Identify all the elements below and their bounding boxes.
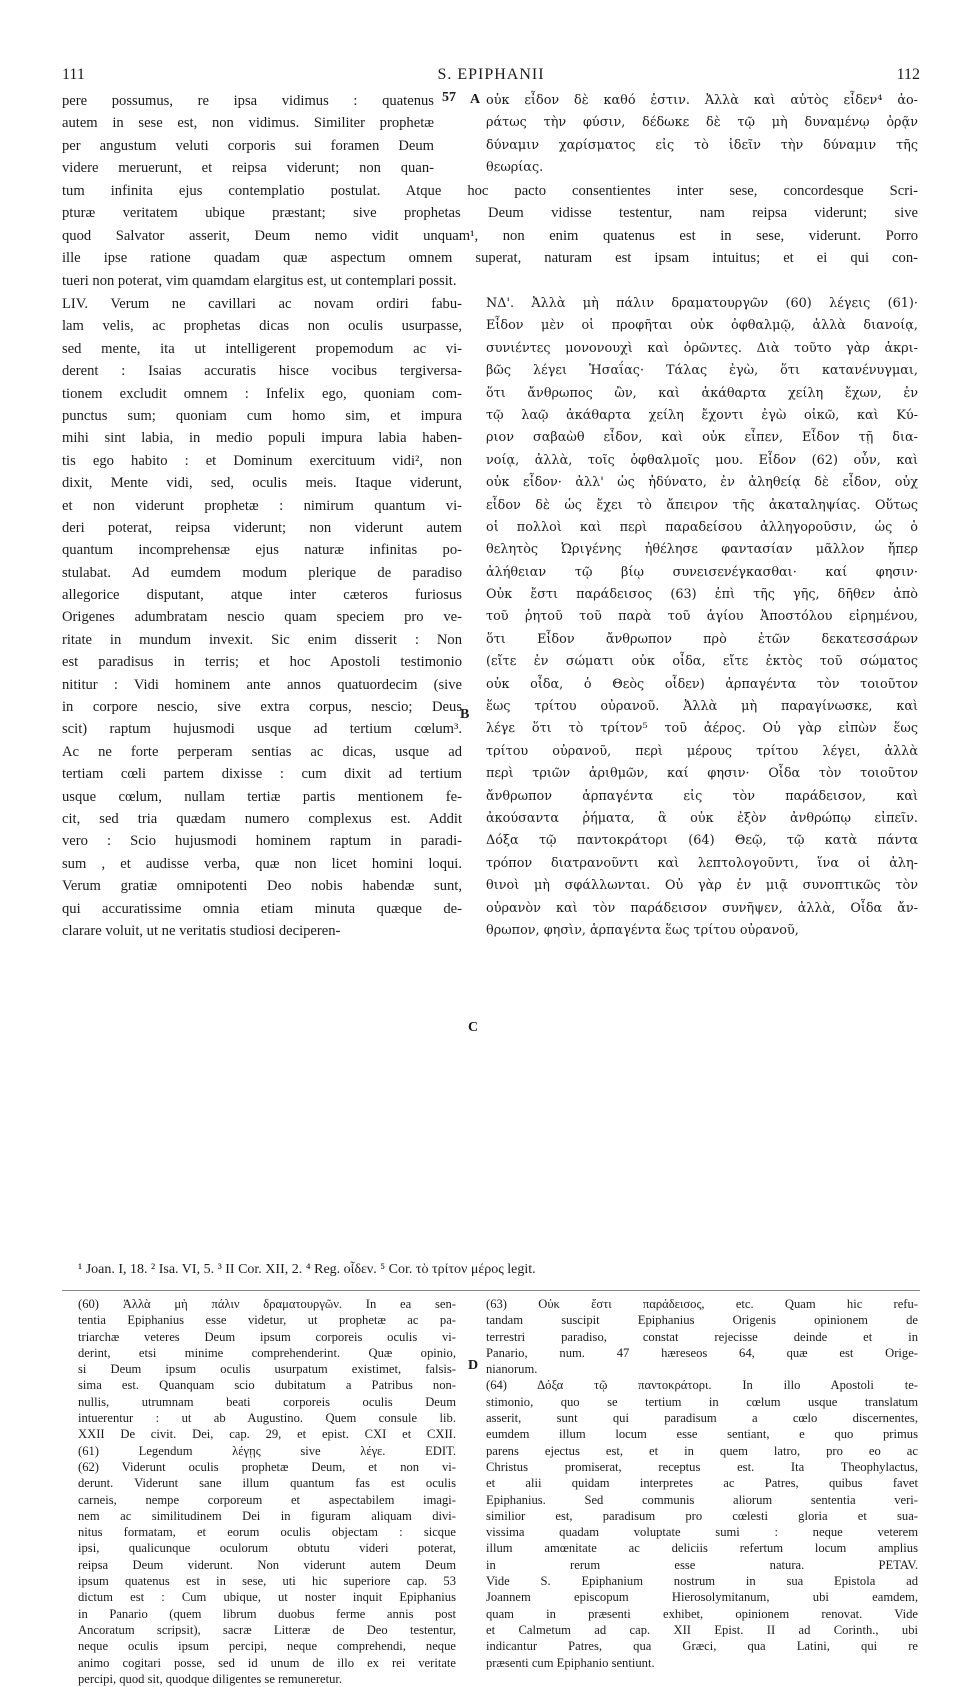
note-line: sima est. Quanquam scio dubitatum a Patribus non- [78,1378,456,1393]
latin-line: sum , et audisse verba, quæ non licet homini loqui. [62,855,462,872]
latin-line: Origenes adumbratam nescio quam speciem pro ve- [62,609,462,626]
greek-line: ΝΔ'. Ἀλλὰ μὴ πάλιν δραματουργῶν (60) λέγεις (61)· [486,296,918,311]
margin-letter-a: A [470,92,481,107]
note-line: (61) Legendum λέγῃς sive λέγε. EDIT. [78,1443,456,1458]
note-line: Epiphanius. Sed communis aliorum sententia veri- [486,1492,918,1507]
latin-line: per angustum veluti corporis sui foramen Deum [62,137,434,154]
greek-line: Εἶδον μὲν οἱ προφῆται οὐκ ὀφθαλμῷ, ἀλλὰ διανοίᾳ, [486,318,918,334]
note-line: (63) Οὐκ ἔστι παράδεισος, etc. Quam hic refu- [486,1297,918,1311]
greek-line: ὅτι ἄνθρωπος ὢν, καὶ ἀκάθαρτα χείλη ἔχων, ἐν [486,385,918,401]
latin-line: allegorice disputant, atque inter cæteros furiosus [62,587,462,604]
note-line: et alii quidam interpretes ac Patres, quibus favet [486,1476,918,1491]
note-line: derint, etsi minime comprehenderint. Quæ opinio, [78,1345,456,1360]
note-line: derunt. Viderunt sane illum quantum fas est oculis [78,1476,456,1491]
greek-line: ριον σαβαὼθ εἶδον, καὶ οὐκ εἶπεν, Εἶδον τῇ δια- [486,430,918,446]
note-line: tentia Epiphanius esse videtur, ut prophetæ ac pa- [78,1313,456,1328]
latin-line: clarare voluit, ut ne veritatis studiosi deciperen- [62,922,341,939]
greek-line: θελητὸς Ὠριγένης ἠθέλησε φαντασίαν μᾶλλον ἤπερ [486,542,918,558]
note-line: XXII De civit. Dei, cap. 29, et epist. CXI et CXII. [78,1427,456,1442]
note-line: vissima quadam voluptate sumi : neque veterem [486,1525,918,1540]
greek-line: νοίᾳ, ἀλλὰ, τοῖς ὀφθαλμοῖς μου. Εἶδον (62) οὖν, καὶ [486,452,918,468]
note-line: ipsi, qualicunque oculorum obtutu videri poterat, [78,1541,456,1556]
note-line: reipsa Deum viderunt. Non viderunt autem Deum [78,1557,456,1572]
greek-line: θρωπον, φησὶν, ἁρπαγέντα ἕως τρίτου οὐρανοῦ, [486,922,799,938]
note-line: asserit, sunt qui paradisum a cœlo discernentes, [486,1411,918,1426]
margin-letter-b: B [460,707,470,722]
note-line: dictum est : Cum ubique, ut noster inquit Epiphanius [78,1590,456,1605]
latin-line: quantum incomprehensæ ejus naturæ infinitas po- [62,542,462,559]
greek-line: ἄνθρωπον ἁρπαγέντα εἰς τὸν παράδεισον, καὶ [486,788,918,804]
note-line: in Panario (quem librum duobus ferme annis post [78,1606,456,1621]
note-line: tandam suscipit Epiphanius Origenis opinionem de [486,1313,918,1328]
latin-line: usque cœlum, nullam tertiæ partis mentionem fe- [62,788,462,805]
editorial-notes-right [486,1296,918,1671]
greek-line: Δόξα τῷ παντοκράτορι (64) Θεῷ, τῷ κατὰ πάντα [486,833,918,849]
margin-letter-c: C [468,1020,479,1035]
note-line: (64) Δόξα τῷ παντοκράτορι. In illo Apostoli te- [486,1378,918,1393]
latin-line: pturæ veritatem ubique præstant; sive prophetas Deum vidisse testentur, nam reipsa viderunt; sive [62,205,918,222]
note-line: nianorum. [486,1362,538,1377]
latin-line: sed mente, ita ut intelligerent propemodum ac vi- [62,340,462,357]
greek-line: ὅτι Εἶδον ἄνθρωπον πρὸ ἐτῶν δεκατεσσάρων [486,631,918,647]
greek-line: ἀλήθειαν τῷ βίῳ συνεισενέγκασθαι· καί φησιν· [486,564,918,580]
greek-line: Οὐκ ἔστι παράδεισος (63) ἐπὶ τῆς γῆς, δῆθεν ἀπὸ [486,587,918,603]
latin-line: tueri non poterat, vim quamdam elargitus est, ut contemplari possit. [62,272,457,289]
latin-line: Verum gratiæ omnipotenti Deo nobis habendæ sunt, [62,878,462,895]
greek-line: περὶ τριῶν ἀριθμῶν, καί φησιν· Οἶδα τὸν τοιοῦτον [486,766,918,782]
latin-line: Ac ne forte perperam sentias ac dicas, usque ad [62,743,462,760]
note-line: intuerentur : ut ab Augustino. Quem consule lib. [78,1411,456,1426]
latin-line: cit, sed tria quædam numero complexus est. Addit [62,810,462,827]
latin-line: in corpore nescio, sive extra corpus, nescio; Deus [62,699,462,716]
footnote-divider [62,1290,920,1291]
greek-line: ἕως τρίτου οὐρανοῦ. Ἀλλὰ μὴ παραγίνωσκε, καὶ [486,699,918,715]
note-line: indicantur Patres, qua Græci, qua Latini, qui re [486,1639,918,1654]
greek-line: θεωρίας. [486,160,544,176]
greek-line: τοῦ ῥητοῦ τοῦ παρὰ τοῦ ἁγίου Ἀποστόλου εἰρημένου, [486,609,918,625]
running-header [62,66,920,86]
latin-line: ritate in mundum invexit. Sic enim disserit : Non [62,631,462,648]
greek-line: οὐρανὸν καὶ τὸν παράδεισον συνῆψεν, ἀλλὰ, Οἶδα ἄν- [486,900,918,916]
greek-line: οὐκ οἶδα, ὁ Θεὸς οἶδεν) ἁρπαγέντα τὸν τοιοῦτον [486,676,918,692]
greek-line: δύναμιν χαρίσματος εἰς τὸ ἰδεῖν τὴν δύναμιν τῆς [486,137,918,153]
note-line: Joannem episcopum Hierosolymitanum, ubi eamdem, [486,1590,918,1605]
latin-line: nititur : Vidi hominem ante annos quatuordecim (sive [62,676,462,693]
greek-line: ράτως τὴν φύσιν, δέδωκε δὲ τῷ μὴ δυναμένῳ ὁρᾷν [486,115,918,131]
page-number-left: 111 [62,66,85,83]
note-line: Vide S. Epiphanium nostrum in sua Epistola ad [486,1574,918,1589]
greek-line: συνιέντες μονονουχὶ καὶ ὁρῶντες. Διὰ τοῦτο γὰρ ἀκρι- [486,340,918,356]
latin-line: deri poterat, reipsa viderunt; non viderunt autem [62,519,462,536]
latin-line: mihi sint labia, in medio populi impura labia haben- [62,430,462,447]
margin-letter-d: D [468,1358,479,1373]
greek-line: (εἴτε ἐν σώματι οὐκ οἶδα, εἴτε ἐκτὸς τοῦ σώματος [486,654,918,670]
note-line: percipi, quod sit, quodque diligentes se remuneretur. [78,1671,343,1686]
greek-line: τρίτου οὐρανοῦ, περὶ μέρους τρίτου λέγει, ἀλλὰ [486,743,918,759]
latin-line: tis ego habito : et Dominum exercituum vidi², non [62,452,462,469]
note-line: ipsum quatenus est in sese, uti hic superiore cap. 53 [78,1574,456,1589]
note-line: terrestri paradiso, constat rejecisse deinde et in [486,1329,918,1344]
latin-line: videre meruerunt, et reipsa viderunt; non quan- [62,160,434,177]
note-line: parens ejectus est, et in quem latro, pro eo ac [486,1443,918,1458]
note-line: triarchæ veteres Deum ipsum corporeis oculis vi- [78,1329,456,1344]
note-line: Ancoratum scripsit), sacræ Litteræ de Deo testentur, [78,1622,456,1637]
margin-number-57: 57 [442,90,456,105]
greek-line: οἱ πολλοὶ καὶ περὶ παραδείσου ἀλληγοροῦσιν, ὡς ὁ [486,519,918,535]
latin-line: tertiam cœli partem dixisse : cum dixit ad tertium [62,766,462,783]
note-line: carneis, nempe corporeum et aspectabilem imagi- [78,1492,456,1507]
note-line: stimonio, quo se tertium in cœlum usque translatum [486,1394,918,1409]
latin-line: vero : Scio hujusmodi hominem raptum in paradi- [62,833,462,850]
greek-line: λέγε ὅτι τὸ τρίτον⁵ τοῦ ἀέρος. Οὐ γὰρ εἰπὼν ἕως [486,721,918,737]
running-title: S. EPIPHANII [437,66,545,83]
latin-line: quod Salvator asserit, Deum nemo vidit unquam¹, non enim quatenus est in sese, viderunt. Porro [62,227,918,244]
greek-line: ἀκούσαντα ῥήματα, ἃ οὐκ ἐξὸν ἀνθρώπῳ εἰπεῖν. [486,810,918,826]
note-line: (62) Viderunt oculis prophetæ Deum, et non vi- [78,1459,456,1474]
note-line: præsenti cum Epiphanio sentiunt. [486,1655,655,1670]
latin-line: lam velis, ac prophetas dicas non oculis usurpasse, [62,318,462,335]
latin-column-main [62,293,462,942]
greek-line: οὐκ εἶδον· ἀλλ' ὡς ἠδύνατο, ἐν ἀληθείᾳ δὲ εἶδον, οὐχ [486,475,918,491]
latin-line: derent : Isaias accuratis hisce vocibus tergiversa- [62,363,462,380]
latin-line: stulabat. Ad eumdem modum plerique de paradiso [62,564,462,581]
latin-line: qui accuratissime omnia etiam minuta quæque de- [62,900,462,917]
note-line: eumdem illum locum esse sentiant, e quo primus [486,1427,918,1442]
latin-line: est paradisus in terris; et hoc Apostoli testimonio [62,654,462,671]
note-line: in rerum esse natura. PETAV. [486,1557,918,1572]
latin-line: LIV. Verum ne cavillari ac novam ordiri fabu- [62,296,462,312]
footnotes: ¹ Joan. I, 18. ² Isa. VI, 5. ³ II Cor. XII, 2. ⁴ Reg. οἶδεν. ⁵ Cor. τὸ τρίτον μέρος legit. [78,1262,536,1277]
note-line: quam in præsenti exhibet, opinionem renovat. Vide [486,1606,918,1621]
note-line: si Deum ipsum oculis usurpatum existimet, falsis- [78,1362,456,1377]
greek-line: εἶδον δὲ ὡς ἔχει τὸ ἄπειρον τῆς ἀκαταληψίας. Οὕτως [486,497,918,513]
greek-column-top [486,90,918,180]
note-line: Christus promiserat, receptus est. Ita Theophylactus, [486,1459,918,1474]
note-line: neque oculis ipsum percipi, neque comprehendi, neque [78,1639,456,1654]
note-line: similior est, paradisum pro cœlesti gloria et sua- [486,1508,918,1523]
latin-column-top [62,90,434,180]
latin-line: tum infinita ejus contemplatio postulat. Atque hoc pacto consentientes inter sese, concordesque Scri- [62,183,918,199]
page-number-right: 112 [896,66,920,83]
note-line: Panario, num. 47 hæreseos 64, quæ est Orige- [486,1345,918,1360]
latin-line: dixit, Mente vidi, sed, oculis meis. Itaque viderunt, [62,475,462,492]
note-line: nitus formatam, et eorum oculis objectam : sicque [78,1525,456,1540]
note-line: animo cogitari posse, sed id unum de illo ex rei veritate [78,1655,456,1670]
latin-line: tionem excludit omnem : Infelix ego, quoniam com- [62,385,462,402]
latin-line: ille ipse ratione quadam quæ aspectum omnem superat, naturam est ipsam intuitus; et ei qui con- [62,250,918,267]
latin-line: et non viderunt prophetæ : nimirum quantum vi- [62,497,462,514]
note-line: nem ac similitudinem Dei in figuram aliquam divi- [78,1508,456,1523]
latin-line: autem in sese est, non vidimus. Similiter prophetæ [62,115,434,132]
editorial-notes-left [78,1296,456,1687]
latin-full-width-passage [62,180,918,292]
note-line: et Calmetum ad cap. XII Epist. II ad Corinth., ubi [486,1622,918,1637]
greek-column-main [486,293,918,942]
note-line: (60) Ἀλλὰ μὴ πάλιν δραματουργῶν. In ea sen- [78,1297,456,1311]
latin-line: pere possumus, re ipsa vidimus : quatenus [62,93,434,109]
note-line: illum amœnitate ac deliciis refertum locum amplius [486,1541,918,1556]
greek-line: βῶς λέγει Ἡσαΐας· Τάλας ἐγὼ, ὅτι κατανένυγμαι, [486,363,918,379]
latin-line: punctus sum; quoniam cum homo sim, et impura [62,407,462,424]
greek-line: τρόπον διατρανοῦντι καὶ λεπτολογοῦντι, ἵνα οἱ ἀλη- [486,855,918,871]
latin-line: scit) raptum hujusmodi usque ad tertium cœlum³. [62,721,462,738]
greek-line: τῷ λαῷ ἀκάθαρτα χείλη ἔχοντι ἐγὼ οἰκῶ, καὶ Κύ- [486,407,918,423]
greek-line: θινοὶ μὴ σφάλλωνται. Οὐ γὰρ ἐν μιᾷ συνοπτικῶς τὸν [486,878,918,894]
note-line: nullis, utrumnam beati corporeis oculis Deum [78,1394,456,1409]
greek-line: οὐκ εἶδον δὲ καθό ἐστιν. Ἀλλὰ καὶ αὐτὸς εἶδεν⁴ ἀο- [486,93,918,108]
